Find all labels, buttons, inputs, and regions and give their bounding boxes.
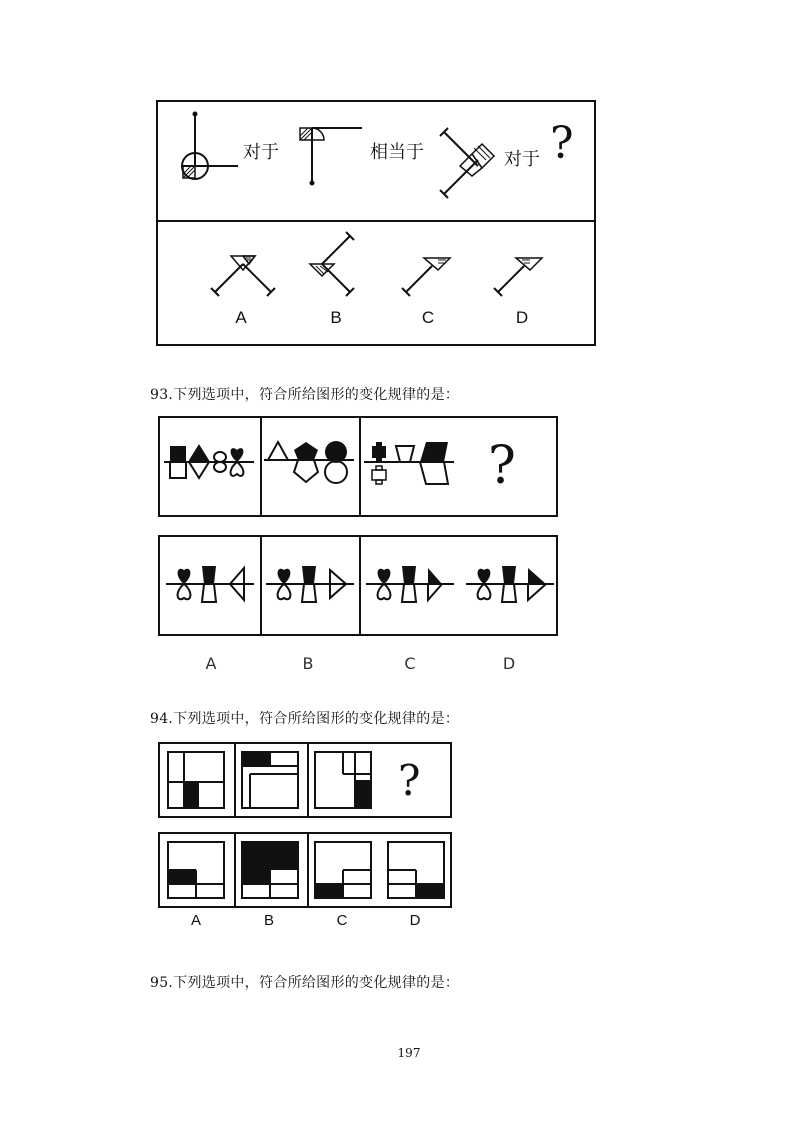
q92-option-figure-b [300, 228, 380, 303]
q93-question-mark: ? [488, 436, 516, 496]
q94-option-a-figure [166, 840, 226, 900]
q92-option-b-label[interactable]: B [330, 308, 342, 327]
q93-option-a-figure [164, 560, 256, 610]
q94-option-c-label[interactable]: C [336, 912, 348, 929]
q95-title: 95.下列选项中，符合所给图形的变化规律的是： [150, 975, 460, 991]
page-number: 197 [397, 1046, 421, 1060]
q94-option-c-figure [313, 840, 373, 900]
q93-option-c-figure [364, 560, 456, 610]
q92-option-figure-a [205, 248, 285, 303]
q93-option-b-figure [264, 560, 356, 610]
q93-cell-3-figure [362, 436, 456, 498]
q94-question-mark: ? [398, 756, 421, 805]
q94-title: 94.下列选项中，符合所给图形的变化规律的是： [150, 711, 460, 727]
q93-option-d-label[interactable]: D [502, 654, 516, 673]
q92-question-mark: ? [550, 118, 574, 169]
q92-option-a-label[interactable]: A [235, 308, 247, 327]
q92-word-dui-yu: 对于 [243, 142, 279, 163]
q92-figure-1 [170, 108, 250, 188]
q93-option-b-label[interactable]: B [302, 654, 314, 673]
q92-divider [158, 220, 594, 222]
q93-option-d-figure [464, 560, 556, 610]
q92-option-figure-d [490, 250, 560, 300]
q94-option-a-label[interactable]: A [190, 912, 201, 929]
q93-cell-1-figure [162, 436, 256, 492]
q92-option-figure-c [398, 250, 468, 300]
q93-option-c-label[interactable]: C [404, 654, 416, 673]
q94-cell-1-figure [166, 750, 226, 810]
q92-word-dui-yu-2: 对于 [504, 149, 540, 170]
q94-option-b-label[interactable]: B [263, 912, 274, 929]
q94-option-d-label[interactable]: D [409, 912, 421, 929]
q93-option-a-label[interactable]: A [205, 654, 217, 673]
q92-option-c-label[interactable]: C [421, 308, 435, 327]
q93-title: 93.下列选项中，符合所给图形的变化规律的是： [150, 387, 460, 403]
q94-option-d-figure [386, 840, 446, 900]
q92-option-d-label[interactable]: D [515, 308, 529, 327]
q94-cell-2-figure [240, 750, 300, 810]
q92-figure-2 [290, 118, 370, 198]
q94-option-b-figure [240, 840, 300, 900]
q93-cell-2-figure [262, 434, 356, 498]
q94-cell-3-figure [313, 750, 373, 810]
q92-word-xiang-dang-yu: 相当于 [370, 142, 424, 163]
